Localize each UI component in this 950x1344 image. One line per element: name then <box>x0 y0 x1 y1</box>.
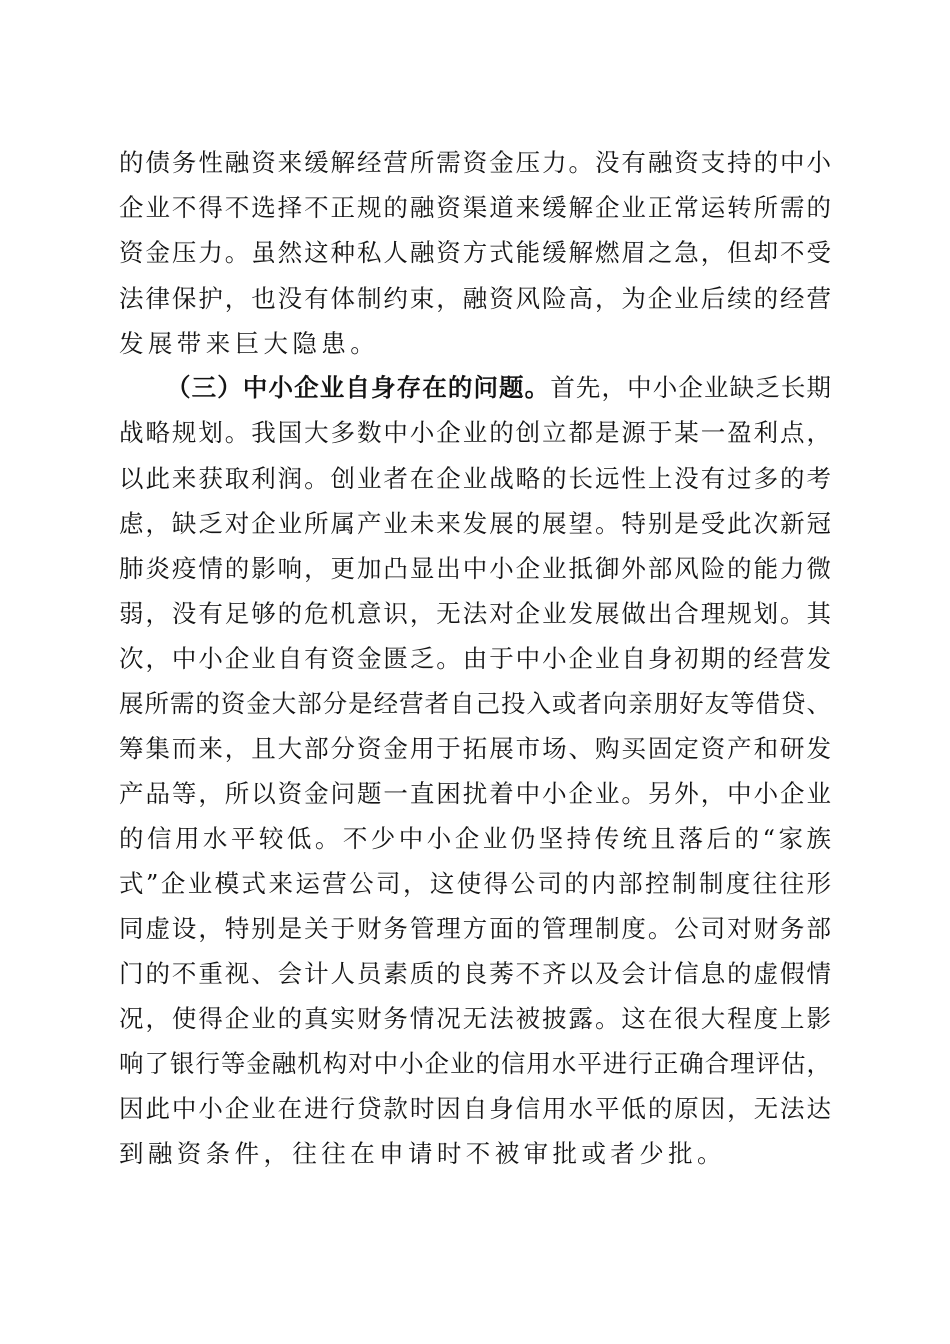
paragraph-2-first-line <box>166 373 831 405</box>
paragraph-2-line-15: 况，使得企业的真实财务情况无法被披露。这在很大程度上影 <box>119 1004 831 1033</box>
paragraph-1-line-4: 法律保护，也没有体制约束，融资风险高，为企业后续的经营 <box>119 284 831 313</box>
paragraph-2-line-5: 肺炎疫情的影响，更加凸显出中小企业抵御外部风险的能力微 <box>119 554 831 583</box>
paragraph-2-line-8: 展所需的资金大部分是经营者自己投入或者向亲朋好友等借贷、 <box>119 689 831 718</box>
paragraph-2-line-12: 式”企业模式来运营公司，这使得公司的内部控制制度往往形 <box>119 869 831 898</box>
paragraph-2-line-7: 次，中小企业自有资金匮乏。由于中小企业自身初期的经营发 <box>119 644 831 673</box>
paragraph-1-line-3: 资金压力。虽然这种私人融资方式能缓解燃眉之急，但却不受 <box>119 238 831 267</box>
paragraph-2-line-3: 以此来获取利润。创业者在企业战略的长远性上没有过多的考 <box>119 464 831 493</box>
paragraph-2-line-18: 到融资条件，往往在申请时不被审批或者少批。 <box>119 1139 726 1168</box>
paragraph-1-line-2: 企业不得不选择不正规的融资渠道来缓解企业正常运转所需的 <box>119 193 831 222</box>
paragraph-1-line-5: 发展带来巨大隐患。 <box>119 329 380 358</box>
paragraph-2-line-17: 因此中小企业在进行贷款时因自身信用水平低的原因，无法达 <box>119 1094 831 1123</box>
section-heading: （三）中小企业自身存在的问题。 <box>166 373 551 402</box>
paragraph-2-line-9: 筹集而来，且大部分资金用于拓展市场、购买固定资产和研发 <box>119 734 831 763</box>
paragraph-2-line-11: 的信用水平较低。不少中小企业仍坚持传统且落后的“家族 <box>119 824 831 853</box>
paragraph-2-line-4: 虑，缺乏对企业所属产业未来发展的展望。特别是受此次新冠 <box>119 509 831 538</box>
paragraph-2-line-16: 响了银行等金融机构对中小企业的信用水平进行正确合理评估， <box>119 1049 831 1078</box>
paragraph-2-line-13: 同虚设，特别是关于财务管理方面的管理制度。公司对财务部 <box>119 914 831 943</box>
paragraph-2-line-14: 门的不重视、会计人员素质的良莠不齐以及会计信息的虚假情 <box>119 959 831 988</box>
paragraph-2-line-2: 战略规划。我国大多数中小企业的创立都是源于某一盈利点， <box>119 418 831 447</box>
paragraph-2-line-10: 产品等，所以资金问题一直困扰着中小企业。另外，中小企业 <box>119 779 831 808</box>
paragraph-2-line-6: 弱，没有足够的危机意识，无法对企业发展做出合理规划。其 <box>119 599 831 628</box>
paragraph-1-line-1: 的债务性融资来缓解经营所需资金压力。没有融资支持的中小 <box>119 148 831 177</box>
paragraph-2-first-line-text: 首先，中小企业缺乏长期 <box>550 373 832 402</box>
